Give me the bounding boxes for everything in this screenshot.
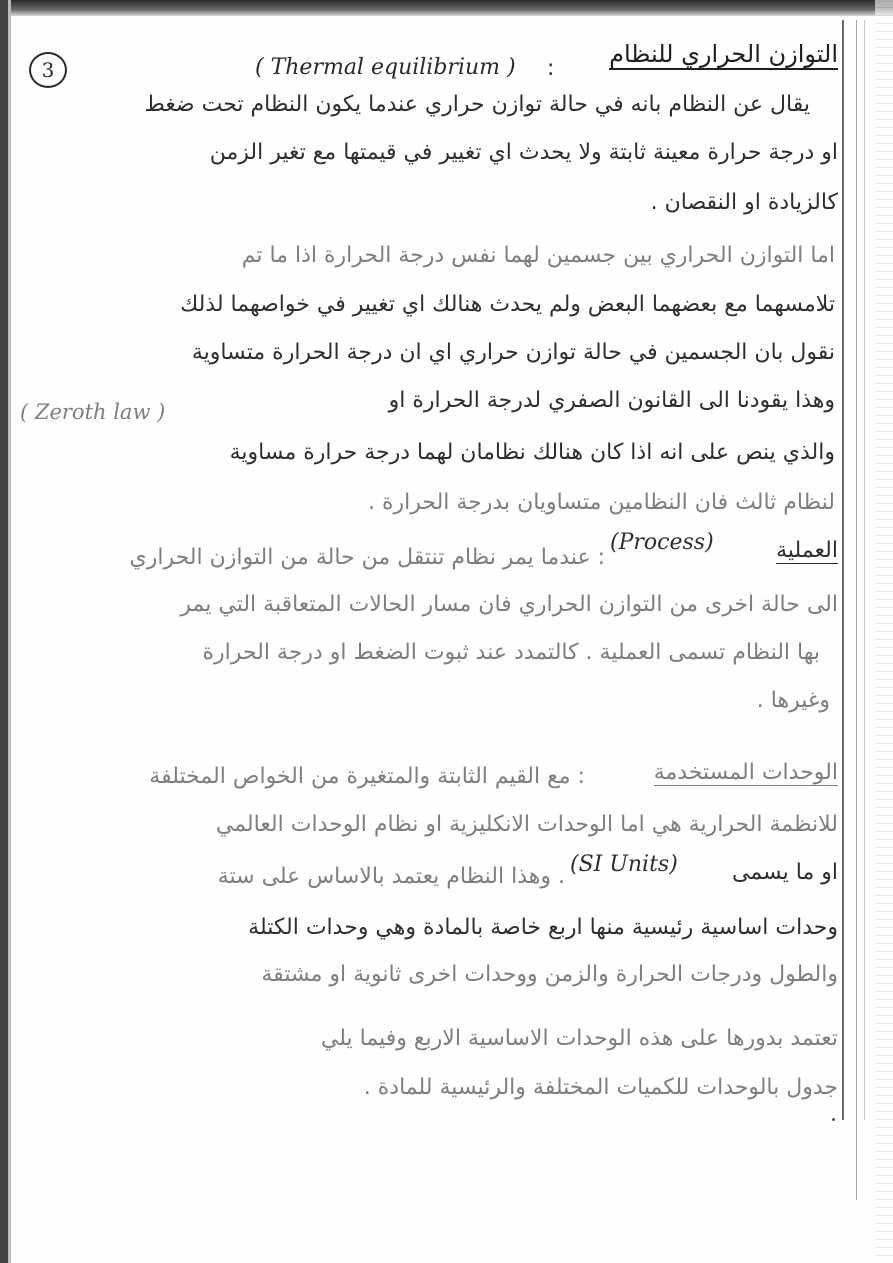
p3-line-2: الى حالة اخرى من التوازن الحراري فان مسار الحالات المتعاقبة التي يمر [180, 592, 838, 617]
margin-line-tertiary [864, 20, 865, 1120]
page-number-text: 3 [41, 58, 55, 82]
page-edge-texture [875, 0, 893, 1263]
p4-line-1: : مع القيم الثابتة والمتغيرة من الخواص المختلفة [149, 764, 585, 789]
p2-line-4: وهذا يقودنا الى القانون الصفري لدرجة الحرارة او [388, 388, 835, 413]
margin-line-secondary [856, 20, 857, 1200]
p4-line-3a: او ما يسمى [731, 860, 838, 885]
p3-line-3: بها النظام تسمى العملية . كالتمدد عند ثبوت الضغط او درجة الحرارة [202, 640, 820, 665]
units-term [588, 760, 838, 786]
scan-top-shadow [0, 0, 893, 16]
units-term-text: الوحدات المستخدمة [653, 760, 838, 785]
si-units-english: (SI Units) [570, 852, 678, 877]
p2-line-5: والذي ينص على انه اذا كان هنالك نظامان لهما درجة حرارة مساوية [229, 440, 835, 465]
p4-line-3b: . وهذا النظام يعتمد بالاساس على ستة [217, 864, 565, 889]
p4-line-6: تعتمد بدورها على هذه الوحدات الاساسية الاربع وفيما يلي [320, 1026, 838, 1051]
p3-line-1: : عندما يمر نظام تنتقل من حالة من التوازن الحراري [129, 545, 605, 570]
p1-line-2: او درجة حرارة معينة ثابتة ولا يحدث اي تغيير في قيمتها مع تغير الزمن [209, 140, 838, 165]
process-term-text: العملية [776, 538, 838, 563]
p4-line-7: جدول بالوحدات للكميات المختلفة والرئيسية للمادة . [363, 1075, 838, 1100]
page-number [29, 52, 67, 88]
heading-english: ( Thermal equilibrium ) [255, 55, 516, 80]
heading-arabic-text: التوازن الحراري للنظام [609, 40, 838, 68]
heading-colon: : [547, 56, 555, 81]
process-term [738, 538, 838, 564]
p2-line-3: نقول بان الجسمين في حالة توازن حراري اي ان درجة الحرارة متساوية [191, 340, 835, 365]
heading-arabic [560, 40, 838, 68]
p4-line-2: للانظمة الحرارية هي اما الوحدات الانكليزية او نظام الوحدات العالمي [215, 812, 838, 837]
p2-line-6: لنظام ثالث فان النظامين متساويان بدرجة الحرارة . [367, 490, 835, 515]
zeroth-law-english: ( Zeroth law ) [20, 400, 166, 424]
p1-line-3: كالزيادة او النقصان . [650, 190, 838, 215]
margin-line [842, 20, 844, 1120]
p3-line-4: وغيرها . [756, 688, 830, 713]
stray-mark [832, 1118, 835, 1121]
p2-line-1: اما التوازن الحراري بين جسمين لهما نفس درجة الحرارة اذا ما تم [241, 243, 835, 268]
process-term-english: (Process) [610, 530, 714, 555]
p4-line-5: والطول ودرجات الحرارة والزمن ووحدات اخرى ثانوية او مشتقة [261, 962, 838, 987]
p1-line-1: يقال عن النظام بانه في حالة توازن حراري عندما يكون النظام تحت ضغط [144, 92, 810, 117]
p2-line-2: تلامسهما مع بعضهما البعض ولم يحدث هنالك اي تغيير في خواصهما لذلك [180, 292, 835, 317]
scan-left-edge [0, 0, 8, 1263]
scan-left-edge-highlight [8, 0, 11, 1263]
p4-line-4: وحدات اساسية رئيسية منها اربع خاصة بالمادة وهي وحدات الكتلة [248, 915, 838, 940]
